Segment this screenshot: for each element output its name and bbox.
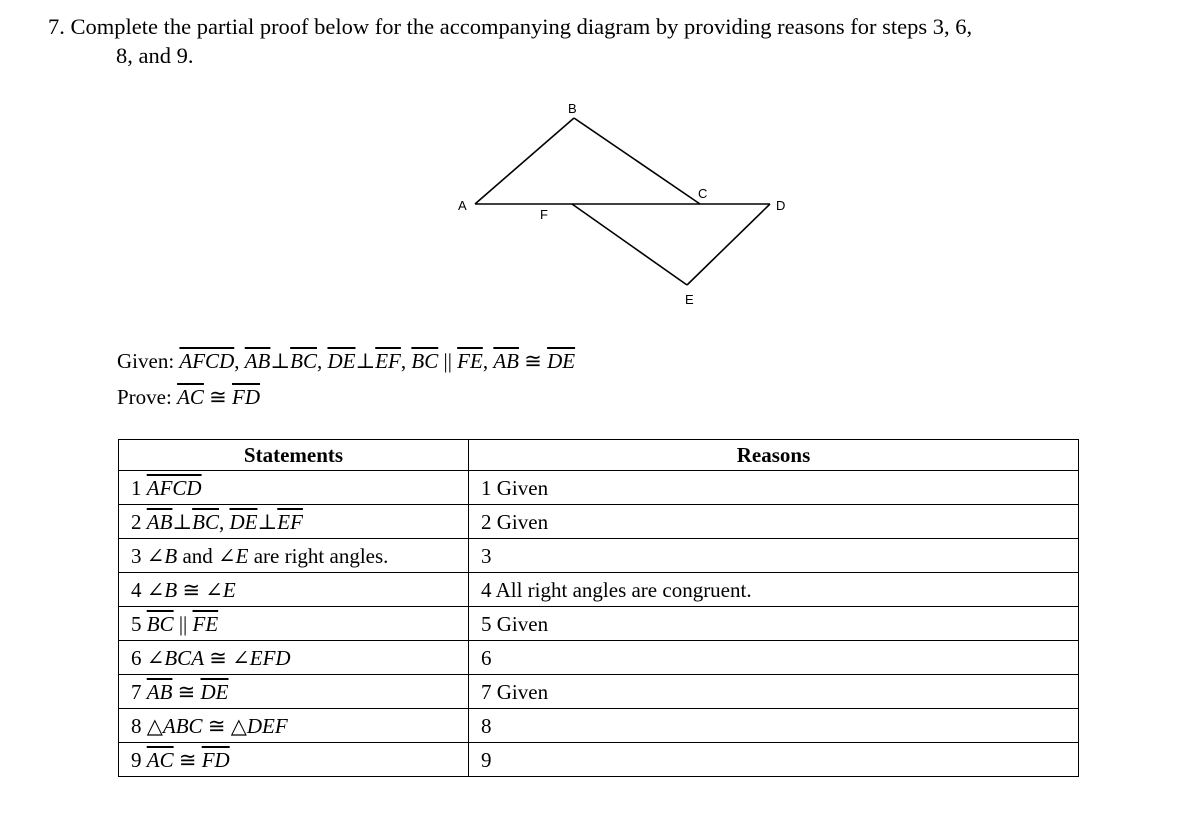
reason-9: 9 [469,743,1079,777]
statement-2: 2 $\overline{AB}\perp\overline{BC}$, $\overline{DE}\perp\overline{EF}$ [119,505,469,539]
given-prove-block [117,343,575,415]
segment-fe [572,204,687,285]
statement-6: 6 ∠BCA ≅ ∠EFD [119,641,469,675]
question-line-2: 8, and 9. [116,43,194,68]
geometry-diagram [440,95,800,320]
table-header-row [119,440,1079,471]
table-row [119,709,1079,743]
segment-ed [687,204,770,285]
proof-table [118,439,1079,777]
statements-header: Statements [119,440,469,471]
question-text [48,12,1168,70]
table-row [119,539,1079,573]
reason-7: 7 Given [469,675,1079,709]
table-row [119,641,1079,675]
table-row [119,573,1079,607]
reason-6: 6 [469,641,1079,675]
statement-9: 9 $\overline{AC}$ ≅ $\overline{FD}$ [119,743,469,777]
question-line-1: Complete the partial proof below for the accompanying diagram by providing reasons for steps 3, 6, [70,14,973,39]
prove-line: Prove: $\overline{AC}$ ≅ $\overline{FD}$ [117,385,261,409]
reason-5: 5 Given [469,607,1079,641]
statement-7: 7 $\overline{AB}$ ≅ $\overline{DE}$ [119,675,469,709]
label-f: F [540,207,548,222]
reason-3: 3 [469,539,1079,573]
reason-1: 1 Given [469,471,1079,505]
table-row [119,607,1079,641]
statement-1: 1 AFCD [119,471,469,505]
table-row [119,471,1079,505]
label-c: C [698,186,708,201]
segment-bc [574,118,700,204]
table-row [119,505,1079,539]
given-line: Given: AFCD, $\overline{AB}\perp\overline{BC}$, $\overline{DE}\perp\overline{EF}$, $\overline{BC}$ || $\overline{FE}$, $\overline{AB}$ ≅ $\overline{DE}$ [117,349,576,373]
reasons-header: Reasons [469,440,1079,471]
question-number: 7. [48,14,65,39]
reason-2: 2 Given [469,505,1079,539]
label-b: B [568,101,577,116]
statement-3: 3 ∠B and ∠E are right angles. [119,539,469,573]
table-row [119,743,1079,777]
segment-ab [475,118,574,204]
reason-8: 8 [469,709,1079,743]
label-e: E [685,292,694,307]
statement-5: 5 $\overline{BC}$ || $\overline{FE}$ [119,607,469,641]
label-a: A [458,198,467,213]
statement-4: 4 ∠B ≅ ∠E [119,573,469,607]
label-d: D [776,198,786,213]
table-row [119,675,1079,709]
statement-8: 8 △ABC ≅ △DEF [119,709,469,743]
reason-4: 4 All right angles are congruent. [469,573,1079,607]
